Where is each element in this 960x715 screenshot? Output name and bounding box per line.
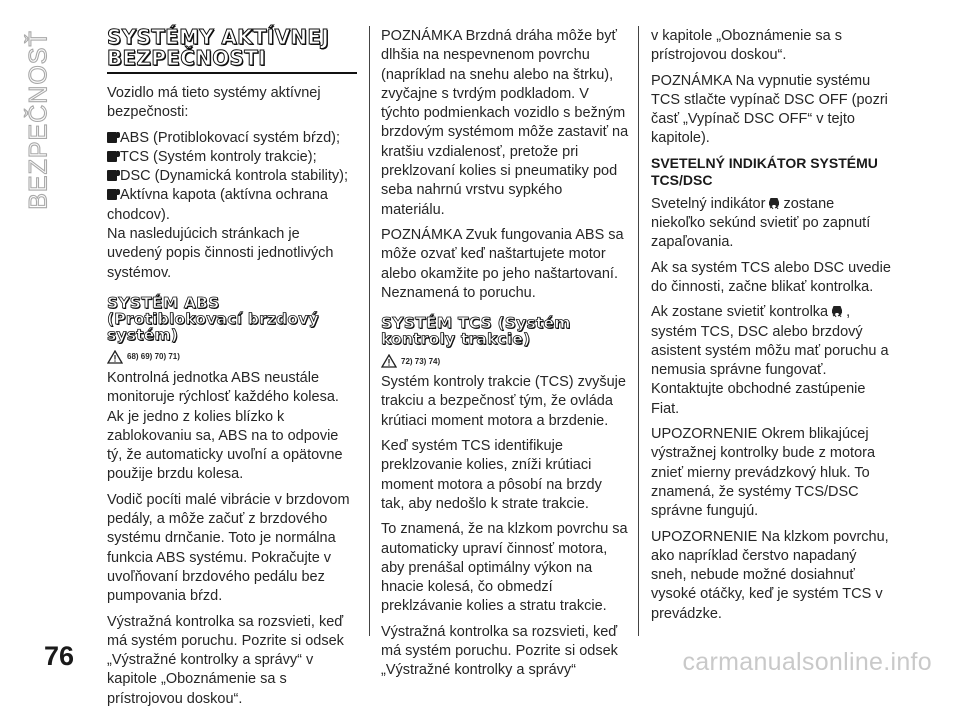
note-paragraph: POZNÁMKA Zvuk fungovania ABS sa môže ozvať keď naštartujete motor alebo okamžite po jeho naštartovaní. Neznamená to poruchu. bbox=[381, 226, 624, 301]
paragraph: Ak sa systém TCS alebo DSC uvedie do činnosti, začne blikať kontrolka. bbox=[651, 259, 891, 295]
list-item: ABS (Protiblokovací systém bŕzd); bbox=[107, 129, 357, 148]
note-paragraph: POZNÁMKA Brzdná dráha môže byť dlhšia na nespevnenom povrchu (napríklad na snehu alebo na štrku), zvyčajne s tvrdým podkladom. V týchto podmienkach vozidlo s bežným brzdovým systémom môže zastaviť na kratšiu vzdialenosť, pretože pri preklzovaní kolies si pneumatiky pod seba nahrnú vrstvu sypkého materiálu. bbox=[381, 28, 629, 218]
warning-triangle-icon bbox=[381, 354, 397, 368]
warning-paragraph: UPOZORNENIE Okrem blikajúcej výstražnej kontrolky bude z motora znieť mierny prevádzkový hluk. To znamená, že systémy TCS/DSC správne fungujú. bbox=[651, 426, 876, 520]
page-number: 76 bbox=[44, 641, 75, 671]
column-divider bbox=[638, 26, 639, 636]
section-side-tab-label: BEZPEČNOSŤ bbox=[24, 30, 53, 210]
section-side-tab bbox=[14, 20, 64, 220]
paragraph: Keď systém TCS identifikuje preklzovanie kolies, zníži krútiaci moment motora a pôsobí na brzdy tak, aby nedošlo k strate trakcie. bbox=[381, 438, 602, 512]
car-bullet-icon bbox=[107, 132, 117, 143]
paragraph: Výstražná kontrolka sa rozsvieti, keď má systém poruchu. Pozrite si odsek „Výstražné kontrolky a správy“ v kapitole „Oboznámenie sa s prístrojovou doskou“. bbox=[107, 613, 344, 707]
warning-reference: 72) 73) 74) bbox=[381, 353, 629, 369]
list-item: TCS (Systém kontroly trakcie); bbox=[107, 148, 357, 167]
paragraph: Systém kontroly trakcie (TCS) zvyšuje trakciu a bezpečnosť tým, že ovláda krútiaci moment motora a brzdenie. bbox=[381, 374, 626, 429]
column-divider bbox=[369, 26, 370, 636]
watermark: carmanualsonline.info bbox=[682, 648, 932, 676]
paragraph: Svetelný indikátor zostane niekoľko sekúnd svietiť po zapnutí zapaľovania. bbox=[651, 195, 871, 251]
list-item: DSC (Dynamická kontrola stability); bbox=[107, 167, 357, 186]
skidding-car-icon bbox=[767, 195, 781, 211]
car-bullet-icon bbox=[107, 151, 117, 162]
paragraph: To znamená, že na klzkom povrchu sa automaticky upraví činnosť motora, aby prenášal optimálny výkon na hnacie kolesá, čo obmedzí preklzávanie kolies a stratu trakcie. bbox=[381, 521, 628, 615]
page-title: SYSTÉMY AKTÍVNEJ BEZPEČNOSTI bbox=[107, 27, 357, 74]
list-item: Aktívna kapota (aktívna ochrana chodcov). bbox=[107, 187, 328, 223]
paragraph: Výstražná kontrolka sa rozsvieti, keď má systém poruchu. Pozrite si odsek „Výstražné kontrolky a správy“ bbox=[381, 623, 618, 679]
intro-text: Vozidlo má tieto systémy aktívnej bezpečnosti: bbox=[107, 85, 321, 121]
warning-paragraph: UPOZORNENIE Na klzkom povrchu, ako napríklad čerstvo napadaný sneh, nebude možné dosiahnuť vysoké otáčky, keď je systém TCS v prevádzke. bbox=[651, 528, 889, 622]
car-bullet-icon bbox=[107, 189, 117, 200]
column-3 bbox=[651, 27, 891, 630]
note-paragraph: POZNÁMKA Na vypnutie systému TCS stlačte vypínač DSC OFF (pozri časť „Vypínač DSC OFF“ v tejto kapitole). bbox=[651, 72, 888, 147]
paragraph: Kontrolná jednotka ABS neustále monitoruje rýchlosť každého kolesa. Ak je jedno z kolies blízko k zablokovaniu sa, ABS na to odpovie tý, že automaticky uvoľní a opätovne použije brzdu kolesa. bbox=[107, 369, 343, 483]
paragraph: Ak zostane svietiť kontrolka , systém TCS, DSC alebo brzdový asistent systém môžu mať poruchu a nemusia správne fungovať. Kontaktujte obchodné zastúpenie Fiat. bbox=[651, 304, 889, 417]
paragraph: Na nasledujúcich stránkach je uvedený popis činnosti jednotlivých systémov. bbox=[107, 226, 334, 281]
column-1 bbox=[107, 27, 357, 715]
section-heading-tcs: SYSTÉM TCS (Systém kontroly trakcie) bbox=[381, 314, 571, 349]
car-bullet-icon bbox=[107, 170, 117, 181]
paragraph: v kapitole „Oboznámenie sa s prístrojovou doskou“. bbox=[651, 28, 843, 64]
warning-reference: 68) 69) 70) 71) bbox=[107, 349, 357, 365]
paragraph: Vodič pocíti malé vibrácie v brzdovom pedály, a môže začuť z brzdového systému drnčanie. Toto je normálna funkcia ABS systému. Pokračujte v uvoľňovaní brzdového pedálu bez pumpovania bŕzd. bbox=[107, 491, 350, 605]
warning-triangle-icon bbox=[107, 350, 123, 364]
section-heading-indicator: SVETELNÝ INDIKÁTOR SYSTÉMU TCS/DSC bbox=[651, 154, 878, 188]
section-heading-abs: SYSTÉM ABS (Protiblokovací brzdový systém) bbox=[107, 293, 319, 344]
column-2 bbox=[381, 27, 629, 687]
skidding-car-icon bbox=[830, 303, 844, 319]
